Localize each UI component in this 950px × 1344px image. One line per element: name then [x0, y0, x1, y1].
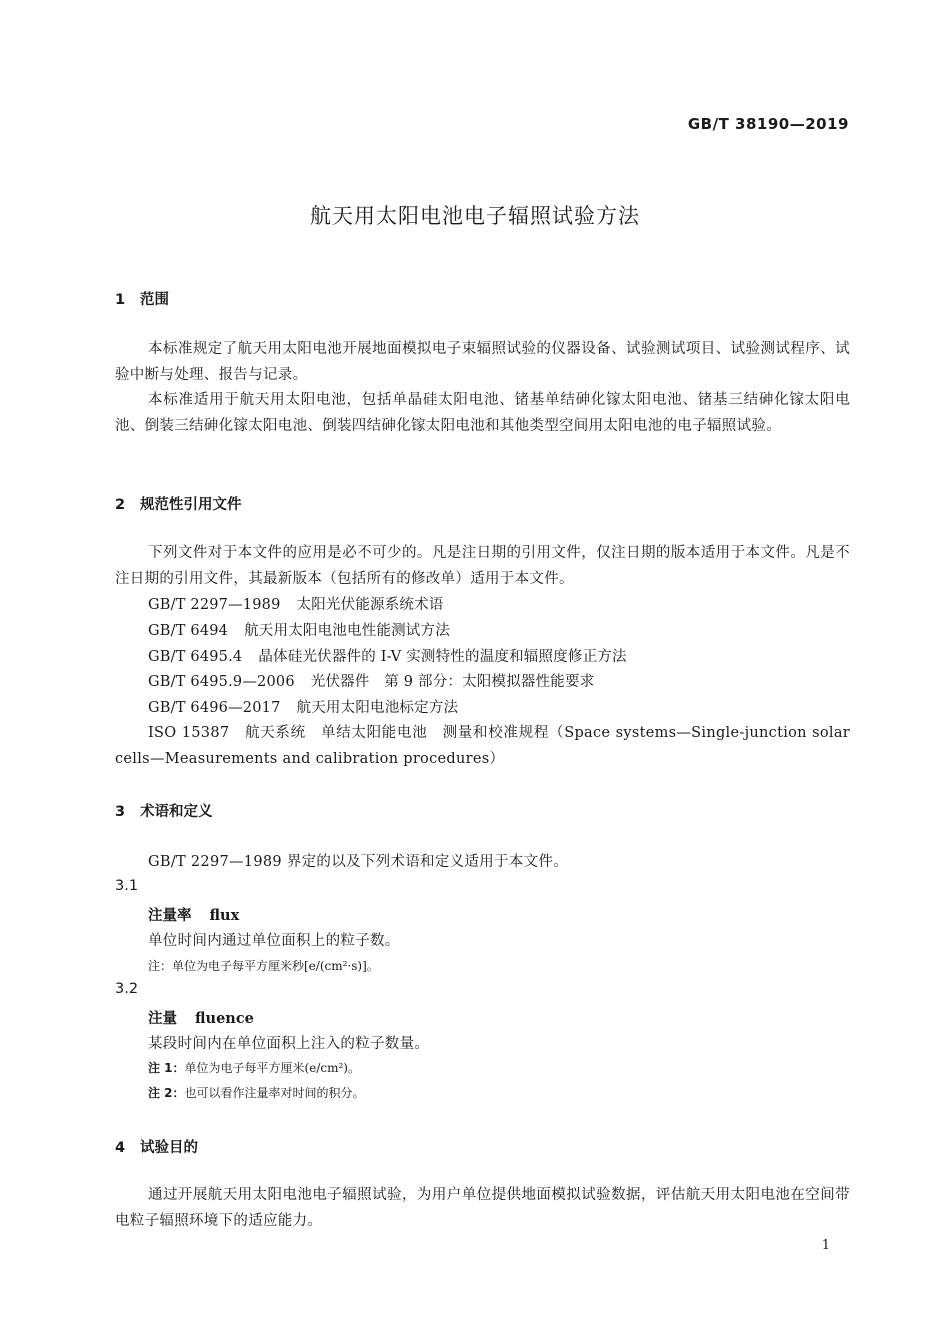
section-title: 术语和定义: [140, 804, 213, 820]
paragraph: 本标准规定了航天用太阳电池开展地面模拟电子束辐照试验的仪器设备、试验测试项目、试验测试程序、试验中断与处理、报告与记录。: [115, 341, 850, 383]
reference-item: [148, 619, 450, 640]
reference-title: 晶体硅光伏器件的 I-V 实测特性的温度和辐照度修正方法: [258, 649, 627, 665]
reference-code: GB/T 6495.9—2006: [148, 674, 295, 690]
reference-item: [148, 670, 594, 691]
reference-title: 航天用太阳电池电性能测试方法: [244, 623, 450, 639]
reference-item: [148, 696, 458, 717]
reference-item-iso: ISO 15387 航天系统 单结太阳能电池 测量和校准规程（Space systems—Single-junction solar cells—Measurements and calibration procedures）: [115, 725, 850, 767]
note: [148, 1084, 365, 1101]
note: [148, 1059, 360, 1076]
section-title: 试验目的: [140, 1140, 198, 1156]
page-number: 1: [821, 1238, 830, 1253]
reference-title: 太阳光伏能源系统术语: [296, 597, 444, 613]
note: 注：单位为电子每平方厘米秒[e/(cm²·s)]。: [148, 959, 379, 973]
note-text: 单位为电子每平方厘米(e/cm²)。: [184, 1061, 360, 1075]
section-title: 规范性引用文件: [140, 497, 242, 513]
term: [148, 904, 239, 925]
reference-title: 光伏器件 第 9 部分：太阳模拟器性能要求: [310, 674, 595, 690]
term-zh: 注量: [148, 1011, 177, 1027]
paragraph: GB/T 2297—1989 界定的以及下列术语和定义适用于本文件。: [148, 854, 569, 870]
note-label: 注 2：: [148, 1086, 185, 1100]
reference-code: GB/T 2297—1989: [148, 597, 281, 613]
section-1-heading: [115, 288, 169, 309]
definition: 单位时间内通过单位面积上的粒子数。: [148, 933, 400, 949]
section-number: 4: [115, 1140, 126, 1156]
reference-title: 航天用太阳电池标定方法: [296, 700, 459, 716]
section-number: 2: [115, 497, 126, 513]
reference-code: GB/T 6496—2017: [148, 700, 281, 716]
section-title: 范围: [140, 292, 169, 308]
note-text: 也可以看作注量率对时间的积分。: [184, 1086, 365, 1100]
section-4-heading: [115, 1136, 198, 1157]
note-label: 注 1：: [148, 1061, 185, 1075]
section-3-heading: [115, 800, 213, 821]
term: [148, 1007, 254, 1028]
reference-code: GB/T 6494: [148, 623, 229, 639]
term-en: fluence: [195, 1010, 254, 1027]
clause-number: 3.1: [115, 878, 139, 894]
standard-number: GB/T 38190—2019: [687, 115, 849, 133]
paragraph: 通过开展航天用太阳电池电子辐照试验，为用户单位提供地面模拟试验数据，评估航天用太阳电池在空间带电粒子辐照环境下的适应能力。: [115, 1187, 850, 1229]
reference-code: GB/T 6495.4: [148, 649, 243, 665]
term-zh: 注量率: [148, 908, 192, 924]
reference-item: [148, 645, 627, 666]
section-number: 3: [115, 804, 126, 820]
document-title: 航天用太阳电池电子辐照试验方法: [310, 204, 640, 228]
term-en: flux: [209, 907, 240, 924]
clause-number: 3.2: [115, 981, 139, 997]
definition: 某段时间内在单位面积上注入的粒子数量。: [148, 1036, 430, 1052]
paragraph: 本标准适用于航天用太阳电池，包括单晶硅太阳电池、锗基单结砷化镓太阳电池、锗基三结砷化镓太阳电池、倒装三结砷化镓太阳电池、倒装四结砷化镓太阳电池和其他类型空间用太阳电池的电子辐照试验。: [115, 392, 850, 434]
section-2-heading: [115, 493, 242, 514]
paragraph: 下列文件对于本文件的应用是必不可少的。凡是注日期的引用文件，仅注日期的版本适用于本文件。凡是不注日期的引用文件，其最新版本（包括所有的修改单）适用于本文件。: [115, 545, 850, 587]
section-number: 1: [115, 292, 126, 308]
reference-item: [148, 593, 444, 614]
